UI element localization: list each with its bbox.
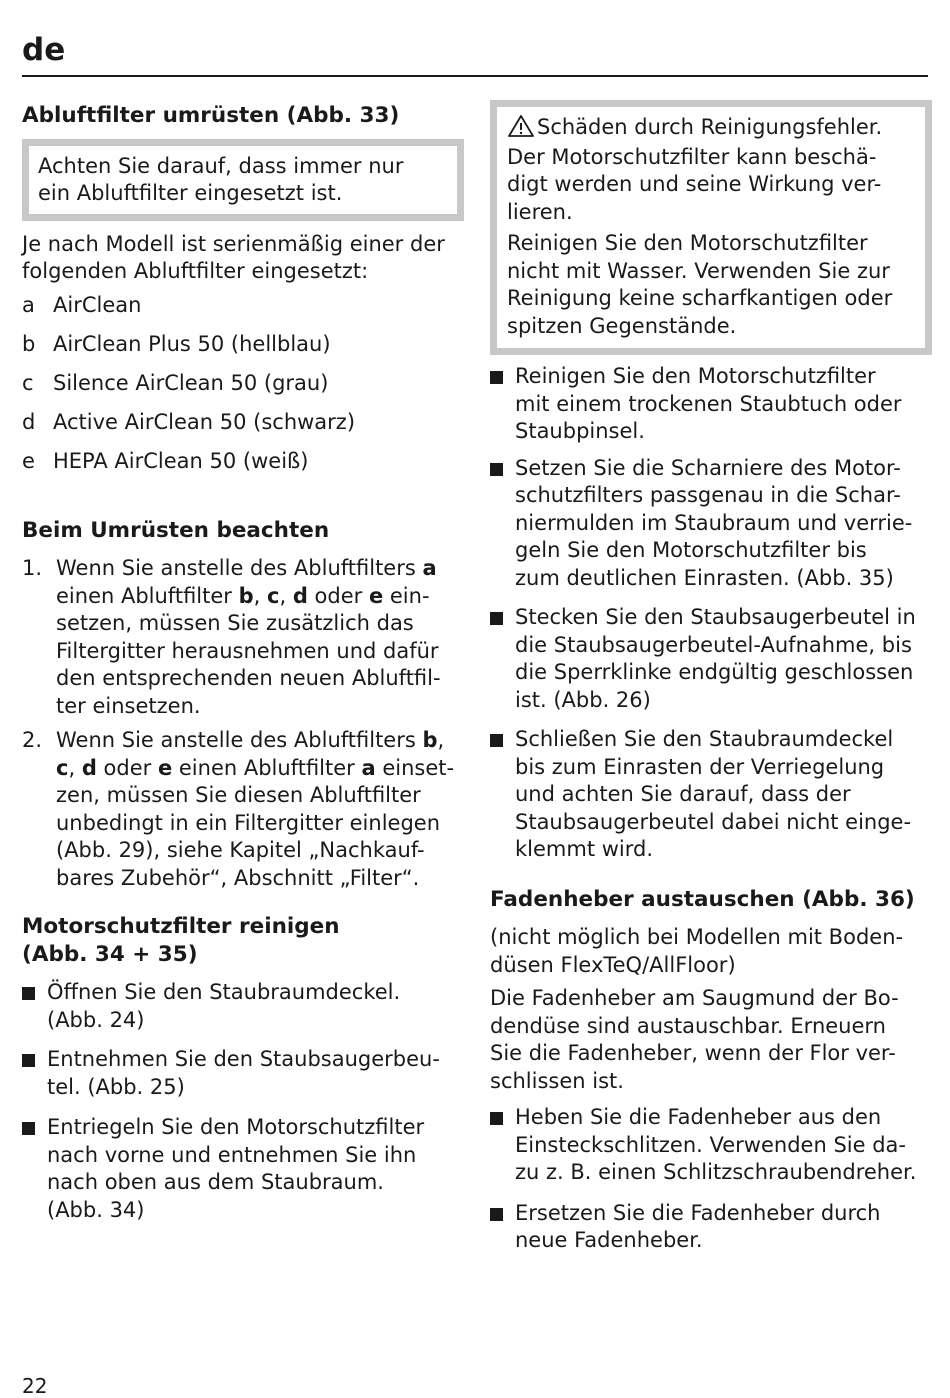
bullet-list <box>490 1104 932 1255</box>
text: einen Abluftfilter <box>172 755 362 780</box>
list-item <box>22 443 464 482</box>
text: Staubpinsel. <box>515 419 645 443</box>
text: die Sperrklinke endgültig geschlossen <box>515 660 914 684</box>
text: Wenn Sie anstelle des Abluftfilters <box>56 556 423 580</box>
filter-letter: e <box>368 583 384 608</box>
text: zum deutlichen Einrasten. (Abb. 35) <box>515 565 894 590</box>
text: Staubsaugerbeutel dabei nicht einge- <box>515 809 912 834</box>
steps-list <box>22 555 464 892</box>
text: Reinigen Sie den Motorschutzfilter <box>515 364 876 388</box>
paragraph <box>490 985 932 1095</box>
filter-letter: c <box>56 755 69 780</box>
text: unbedingt in ein Filtergitter einlegen <box>56 810 441 835</box>
step-item <box>22 555 464 720</box>
heading-abluftfilter: Abluftfilter umrüsten (Abb. 33) <box>22 103 400 128</box>
filter-letter: d <box>81 755 97 780</box>
warning-paragraph <box>507 230 915 340</box>
bullet-square-icon <box>490 734 503 747</box>
text: Einsteckschlitzen. Verwenden Sie da- <box>515 1132 906 1157</box>
bullet-text <box>47 1114 424 1224</box>
step-item <box>22 727 464 892</box>
text: , <box>279 583 293 608</box>
header-rule <box>22 75 928 77</box>
text: , <box>253 583 267 608</box>
bullet-square-icon <box>490 1208 503 1221</box>
filter-letter: b <box>238 583 254 608</box>
heading-fadenheber: Fadenheber austauschen (Abb. 36) <box>490 886 915 912</box>
intro-paragraph <box>22 231 464 286</box>
list-item <box>22 287 464 326</box>
text: bis zum Einrasten der Verriegelung <box>515 754 885 779</box>
text: Entriegeln Sie den Motorschutzfilter <box>47 1115 425 1139</box>
text: klemmt wird. <box>515 837 654 861</box>
bullet-text <box>515 1200 880 1255</box>
bullet-square-icon <box>22 1122 35 1135</box>
item-text: AirClean Plus 50 (hellblau) <box>53 332 331 357</box>
list-item <box>22 326 464 365</box>
text: Heben Sie die Fadenheber aus den <box>515 1105 882 1129</box>
text: Reinigung keine scharfkantigen oder <box>507 286 893 310</box>
bullet-item <box>22 979 464 1034</box>
filter-letter: e <box>157 755 173 780</box>
text: nicht mit Wasser. Verwenden Sie zur <box>507 258 890 283</box>
text: Sie die Fadenheber, wenn der Flor ver- <box>490 1041 896 1065</box>
warning-triangle-icon <box>507 114 535 138</box>
filter-letter: c <box>267 583 280 608</box>
step-number: 2. <box>22 728 43 752</box>
note-box <box>22 139 464 221</box>
bullet-text <box>515 363 902 446</box>
bullet-item <box>490 455 932 593</box>
text: Wenn Sie anstelle des Abluftfilters <box>56 728 423 752</box>
item-text: HEPA AirClean 50 (weiß) <box>53 449 309 474</box>
bullet-item <box>490 604 932 714</box>
left-column <box>22 100 464 1224</box>
item-letter: a <box>22 293 35 318</box>
text: und achten Sie darauf, dass der <box>515 782 851 806</box>
text: geln Sie den Motorschutzfilter bis <box>515 538 867 562</box>
text: Reinigen Sie den Motorschutzfilter <box>507 231 868 255</box>
step-text <box>56 555 441 720</box>
text: spitzen Gegenstände. <box>507 313 737 338</box>
heading-motorschutzfilter <box>22 913 464 968</box>
text: Stecken Sie den Staubsaugerbeutel in <box>515 605 916 629</box>
text: tel. (Abb. 25) <box>47 1074 185 1099</box>
text: bares Zubehör“, Abschnitt „Filter“. <box>56 865 420 890</box>
bullet-list <box>490 363 932 864</box>
text: neue Fadenheber. <box>515 1228 703 1252</box>
text: lieren. <box>507 199 573 224</box>
intro-line: folgenden Abluftfilter eingesetzt: <box>22 259 369 283</box>
paragraph <box>490 924 932 979</box>
text: oder <box>96 755 158 780</box>
text: ter einsetzen. <box>56 693 201 718</box>
text: die Staubsaugerbeutel-Aufnahme, bis <box>515 632 912 657</box>
bullet-item <box>490 1104 932 1187</box>
text: Ersetzen Sie die Fadenheber durch <box>515 1200 881 1225</box>
text: Der Motorschutzfilter kann beschä- <box>507 144 877 169</box>
step-number: 1. <box>22 556 43 580</box>
bullet-text <box>515 1104 916 1187</box>
text: (Abb. 34) <box>47 1197 145 1222</box>
text: oder <box>307 583 369 608</box>
text: einset- <box>375 755 455 780</box>
text: setzen, müssen Sie zusätzlich das <box>56 611 414 635</box>
text: Schließen Sie den Staubraumdeckel <box>515 727 894 751</box>
text: schutzfilters passgenau in die Schar- <box>515 483 901 507</box>
right-column <box>490 100 932 1255</box>
heading-line: (Abb. 34 + 35) <box>22 941 198 967</box>
text: dendüse sind austauschbar. Erneuern <box>490 1013 886 1038</box>
filter-letter: a <box>361 755 376 780</box>
warning-box <box>490 100 932 355</box>
bullet-item <box>22 1046 464 1101</box>
text: zu z. B. einen Schlitzschraubendreher. <box>515 1160 917 1184</box>
bullet-item <box>490 363 932 446</box>
bullet-square-icon <box>490 612 503 625</box>
filter-letter: a <box>422 556 437 580</box>
item-text: AirClean <box>53 293 142 318</box>
text: ein- <box>383 583 430 608</box>
text: ist. (Abb. 26) <box>515 687 651 712</box>
text: zen, müssen Sie diesen Abluftfilter <box>56 783 421 807</box>
text: (Abb. 24) <box>47 1007 145 1032</box>
step-text <box>56 727 454 892</box>
bullet-item <box>22 1114 464 1224</box>
text: (Abb. 29), siehe Kapitel „Nachkauf- <box>56 838 425 862</box>
bullet-square-icon <box>490 463 503 476</box>
warning-title: Schäden durch Reinigungsfehler. <box>537 115 883 139</box>
item-letter: d <box>22 410 36 435</box>
bullet-text <box>47 1046 440 1101</box>
item-letter: e <box>22 449 35 474</box>
warning-paragraph <box>507 144 915 227</box>
item-letter: c <box>22 371 34 396</box>
filter-list <box>22 287 464 482</box>
text: Entnehmen Sie den Staubsaugerbeu- <box>47 1047 440 1071</box>
text: , <box>437 728 445 752</box>
list-item <box>22 365 464 404</box>
list-item <box>22 404 464 443</box>
text: mit einem trockenen Staubtuch oder <box>515 391 902 416</box>
filter-letter: d <box>292 583 308 608</box>
text: Die Fadenheber am Saugmund der Bo- <box>490 986 899 1010</box>
item-text: Silence AirClean 50 (grau) <box>53 371 329 396</box>
item-text: Active AirClean 50 (schwarz) <box>53 410 356 435</box>
note-line: ein Abluftfilter eingesetzt ist. <box>38 181 343 205</box>
bullet-square-icon <box>490 371 503 384</box>
bullet-square-icon <box>22 987 35 1000</box>
bullet-item <box>490 1200 932 1255</box>
language-code: de <box>22 32 66 68</box>
text: nach oben aus dem Staubraum. <box>47 1170 384 1194</box>
text: nach vorne und entnehmen Sie ihn <box>47 1142 417 1167</box>
heading-umruesten: Beim Umrüsten beachten <box>22 517 330 543</box>
bullet-text <box>515 726 911 864</box>
text: düsen FlexTeQ/AllFloor) <box>490 952 736 977</box>
bullet-text <box>47 979 400 1034</box>
intro-line: Je nach Modell ist serienmäßig einer der <box>22 231 445 256</box>
bullet-item <box>490 726 932 864</box>
warning-title-row <box>507 114 915 142</box>
page-number: 22 <box>22 1374 48 1398</box>
text: (nicht möglich bei Modellen mit Boden- <box>490 925 904 949</box>
bullet-text <box>515 604 916 714</box>
text: Setzen Sie die Scharniere des Motor- <box>515 455 901 480</box>
text: schlissen ist. <box>490 1068 624 1093</box>
text: einen Abluftfilter <box>56 583 239 608</box>
note-line: Achten Sie darauf, dass immer nur <box>38 153 404 178</box>
text: Öffnen Sie den Staubraumdeckel. <box>47 980 401 1004</box>
filter-letter: b <box>422 728 438 752</box>
bullet-square-icon <box>490 1112 503 1125</box>
text: Filtergitter herausnehmen und dafür <box>56 638 439 663</box>
text: niermulden im Staubraum und verrie- <box>515 510 913 535</box>
text: digt werden und seine Wirkung ver- <box>507 172 882 196</box>
text: , <box>68 755 82 780</box>
text: den entsprechenden neuen Abluftfil- <box>56 666 441 690</box>
bullet-text <box>515 455 912 593</box>
bullet-list <box>22 979 464 1224</box>
item-letter: b <box>22 332 36 357</box>
bullet-square-icon <box>22 1054 35 1067</box>
heading-line: Motorschutzfilter reinigen <box>22 914 340 939</box>
